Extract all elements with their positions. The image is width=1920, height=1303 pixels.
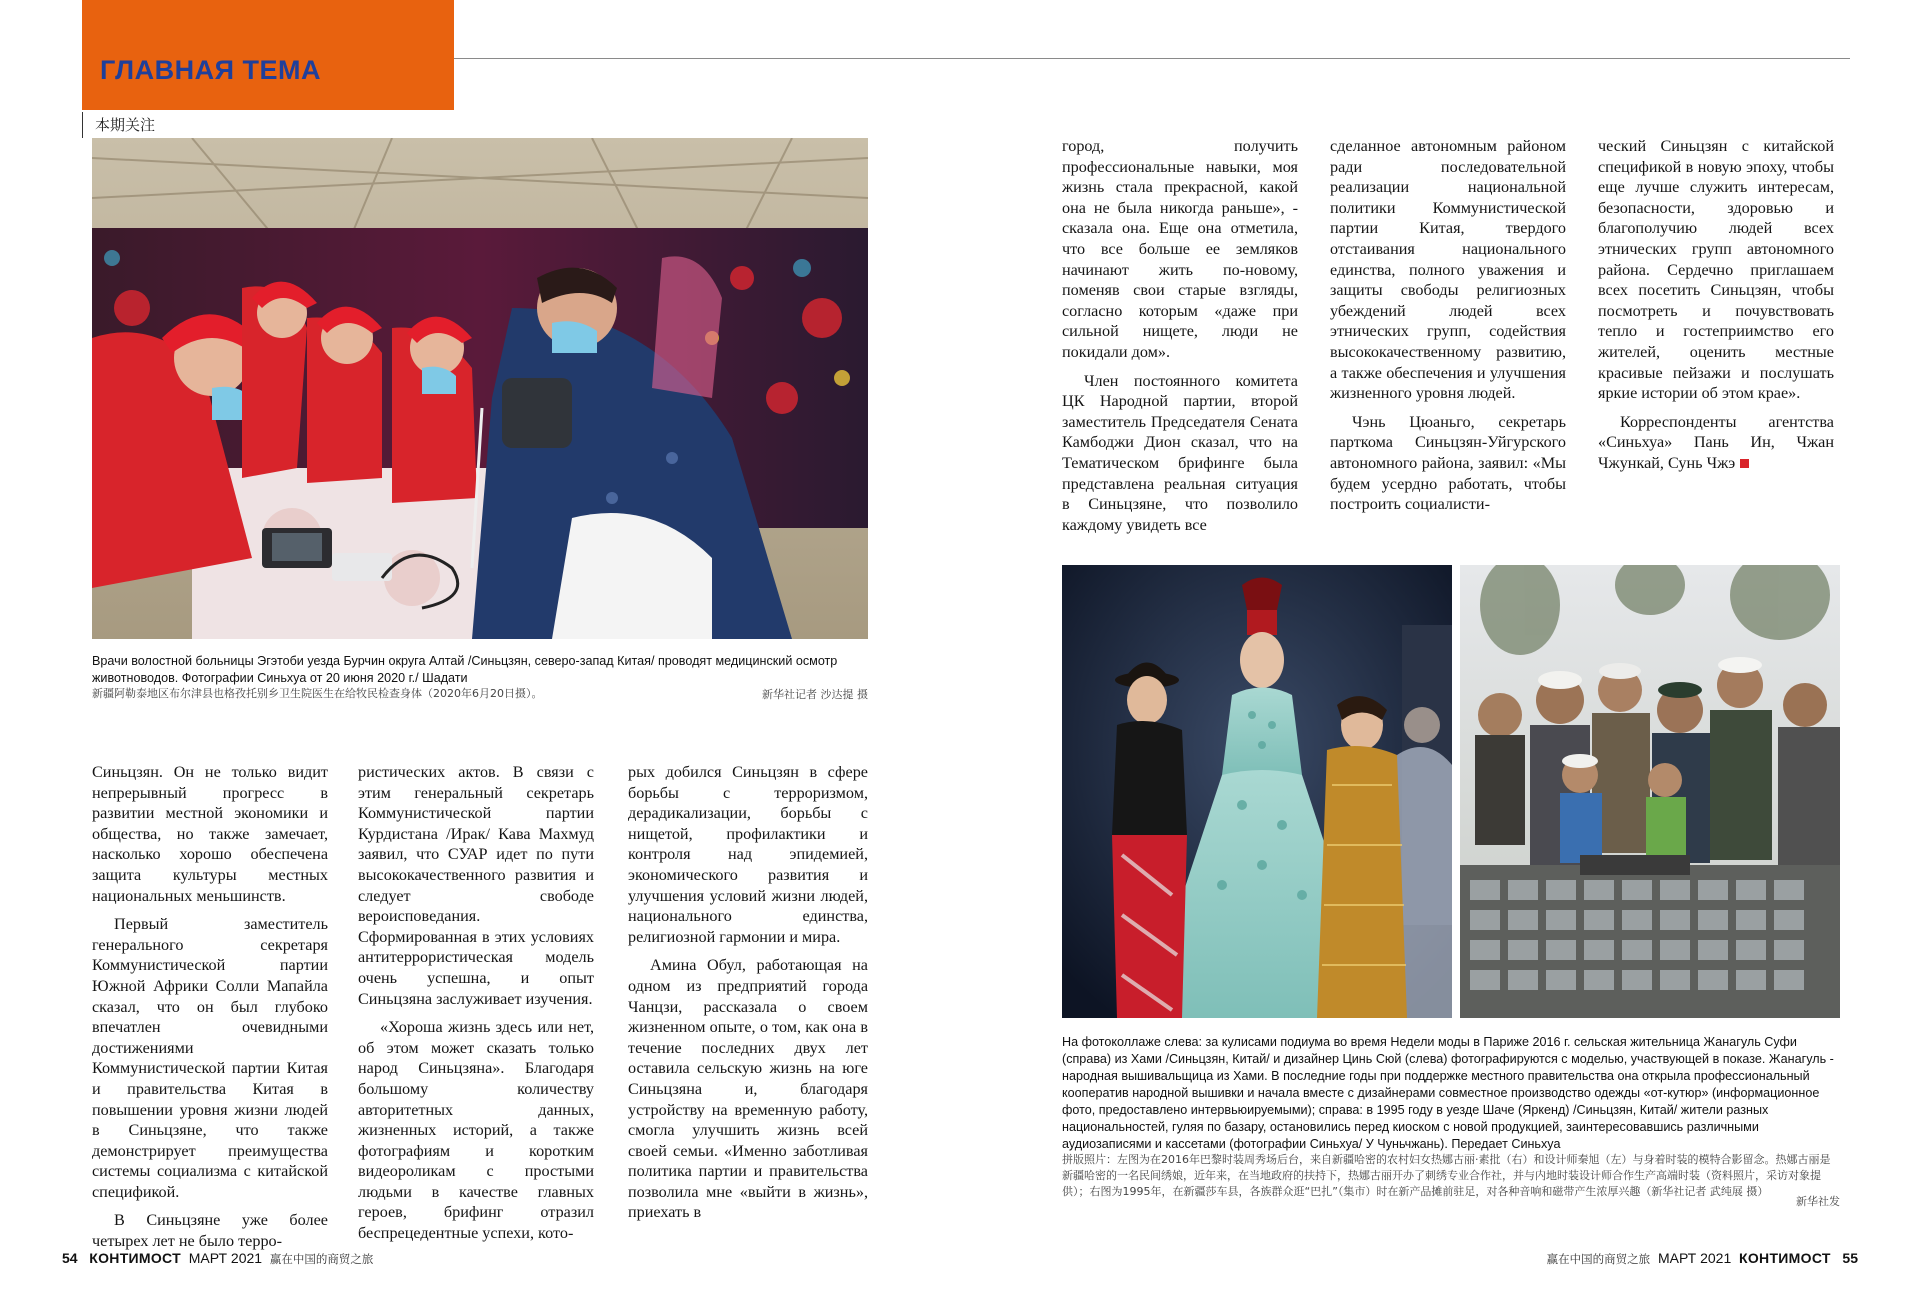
issue-right: МАРТ 2021 (1657, 1250, 1732, 1266)
page-number-right: 55 (1842, 1250, 1858, 1266)
issue-left: МАРТ 2021 (188, 1250, 263, 1266)
right-folio (1547, 1250, 1858, 1267)
slogan-left: 赢在中国的商贸之旅 (269, 1252, 374, 1266)
section-title: ГЛАВНАЯ ТЕМА (100, 55, 321, 85)
paragraph (1598, 412, 1834, 474)
medical-checkup-yurt-photo (92, 138, 868, 639)
paragraph: ческий Синьцзян с китайской спецификой в новую эпоху, чтобы еще лучше служить интересам, безопасности, здоровью и благополучию людей всех этнических групп автономного района. Сердечно приглашаем всех посетить Синьцзян, чтобы посмотреть и почувствовать тепло и гостеприимство его жителей, оценить местные красивые пейзажи и послушать яркие истории об этом крае». (1598, 137, 1834, 403)
section-subtitle-box (82, 112, 155, 138)
article-column-3 (628, 762, 868, 1223)
paragraph: рых добился Синьцзян в сфере борьбы с терроризмом, дерадикализации, борьбы с нищетой, профилактики и контроля над эпидемией, экономического развития и улучшения условий жизни людей, национального единства, религиозной гармонии и мира. (628, 763, 868, 946)
fashion-week-backstage-photo (1062, 565, 1452, 1018)
paragraph: ристических актов. В связи с этим генеральный секретарь Коммунистической партии Курдистана /Ирак/ Кава Махмуд заявил, что СУАР идет по пути высококачественного развития и следует свободе вероисповедания. Сформированная в этих условиях антитеррористическая модель очень успешна, и опыт Синьцзяна заслуживает изучения. (358, 763, 594, 1008)
article-column-1 (92, 762, 328, 1252)
article-column-6 (1598, 136, 1834, 474)
article-column-4 (1062, 136, 1298, 535)
collage-credit: 新华社发 (1796, 1195, 1840, 1208)
paragraph: В Синьцзяне уже более четырех лет не было терро- (92, 1211, 328, 1251)
magazine-name-left: КОНТИМОСТ (89, 1250, 181, 1266)
paragraph: Амина Обул, работающая на одном из предприятий города Чанцзи, рассказала о своем жизненном опыте, о том, как она в течение последних двух лет оставила сельскую жизнь на юге Синьцзяна и, благодаря устройству на временную работу, смогла улучшить жизнь всей своей семьи. «Именно заботливая политика партии и правительства позволила мне «выйти в жизнь», приехать в (628, 956, 868, 1222)
photo1-caption-cn: 新疆阿勒泰地区布尔津县也格孜托别乡卫生院医生在给牧民检查身体（2020年6月20日摄）。 (92, 687, 543, 700)
bazaar-kiosk-photo (1460, 565, 1840, 1018)
header-rule (454, 58, 1850, 59)
paragraph: Член постоянного комитета ЦК Народной партии, второй заместитель Председателя Сената Камбоджи Дион сказал, что на Тематическом брифинге была представлена реальная ситуация в Синьцзяне, что позволило каждому увидеть все (1062, 371, 1298, 534)
photo1-credit: 新华社记者 沙达提 摄 (762, 688, 868, 701)
paragraph: город, получить профессиональные навыки, моя жизнь стала прекрасной, какой она не была никогда раньше», - сказала она. Еще она отметила, что все больше ее земляков начинают жить по-новому, поменяв свои старые взгляды, согласно которым «даже при сильной нищете, люди не покидали дом». (1062, 137, 1298, 361)
end-of-article-mark (1740, 459, 1749, 468)
section-subtitle-cn: 本期关注 (95, 116, 156, 134)
magazine-name-right: КОНТИМОСТ (1739, 1250, 1831, 1266)
page-number-left: 54 (62, 1250, 78, 1266)
paragraph: «Хороша жизнь здесь или нет, об этом может сказать только народ Синьцзяна». Благодаря большому количеству авторитетных данных, жизненных историй, а также фотографиям и коротким видеороликам с простыми людьми в качестве главных героев, брифинг отразил беспрецедентные успехи, кото- (358, 1018, 594, 1243)
paragraph: сделанное автономным районом ради последовательной реализации национальной политики Коммунистической партии Китая, твердого отстаивания национального единства, полного уважения и защиты свободы религиозных убеждений людей всех этнических групп, содействия высококачественному развитию, а также обеспечения и улучшения жизненного уровня людей. (1330, 137, 1566, 403)
slogan-right: 赢在中国的商贸之旅 (1546, 1252, 1651, 1266)
paragraph: Чэнь Цюаньго, секретарь парткома Синьцзян-Уйгурского автономного района, заявил: «Мы будем усердно работать, чтобы построить социалисти- (1330, 412, 1566, 514)
paragraph: Первый заместитель генерального секретаря Коммунистической партии Южной Африки Солли Мапайла сказал, что он был глубоко впечатлен очевидными достижениями Коммунистической партии Китая и правительства Китая в повышении уровня жизни людей в Синьцзяне, что также демонстрирует преимущества системы социализма с китайской спецификой. (92, 915, 328, 1201)
collage-caption-ru: На фотоколлаже слева: за кулисами подиума во время Недели моды в Париже 2016 г. сельская жительница Жанагуль Суфи (справа) из Хами /Синьцзян, Китай/ и дизайнер Цинь Сюй (слева) фотографируются с моделью, участвующей в показе. Жанагуль - народная вышивальщица из Хами. В последние годы при поддержке местного правительства она открыла профессиональный кооператив народной вышивки и начала вместе с дизайнерами совместное производство одежды «от-кутюр» (информационное фото, предоставлено интервьюируемыми); справа: в 1995 году в уезде Шаче (Яркенд) /Синьцзян, Китай/ жители разных национальностей, гуляя по базару, остановились перед киоском с новой продукцией, заинтересовавшись различными аудиозаписями и кассетами (фотографии Синьхуа/ У Чуньчжань). Передает Синьхуа (1062, 1035, 1834, 1151)
left-folio (62, 1250, 373, 1267)
photo1-caption-ru: Врачи волостной больницы Эгэтоби уезда Бурчин округа Алтай /Синьцзян, северо-запад Китая/ проводят медицинский осмотр животноводов. Фотографии Синьхуа от 20 июня 2020 г./ Шадати (92, 654, 838, 685)
byline: Корреспонденты агентства «Синьхуа» Пань Ин, Чжан Чжункай, Сунь Чжэ (1598, 412, 1834, 472)
paragraph: Синьцзян. Он не только видит непрерывный прогресс в развитии местной экономики и общества, но также замечает, насколько хорошо обеспечена защита культуры местных национальных меньшинств. (92, 763, 328, 905)
article-column-2 (358, 762, 594, 1244)
collage-caption-cn (1062, 1152, 1840, 1200)
collage-caption-cn-text: 拼版照片：左图为在2016年巴黎时装周秀场后台，来自新疆哈密的农村妇女热娜古丽·素批（右）和设计师秦旭（左）与身着时装的模特合影留念。热娜古丽是新疆哈密的一名民间绣娘，近年来，在当地政府的扶持下，热娜古丽开办了刺绣专业合作社，并与内地时装设计师合作生产高端时装（资料照片，采访对象提供）；右图为1995年，在新疆莎车县，各族群众逛“巴扎”（集市）时在新产品摊前驻足，对各种音响和磁带产生浓厚兴趣（新华社记者 武纯展 摄） (1062, 1153, 1831, 1198)
article-column-5 (1330, 136, 1566, 515)
